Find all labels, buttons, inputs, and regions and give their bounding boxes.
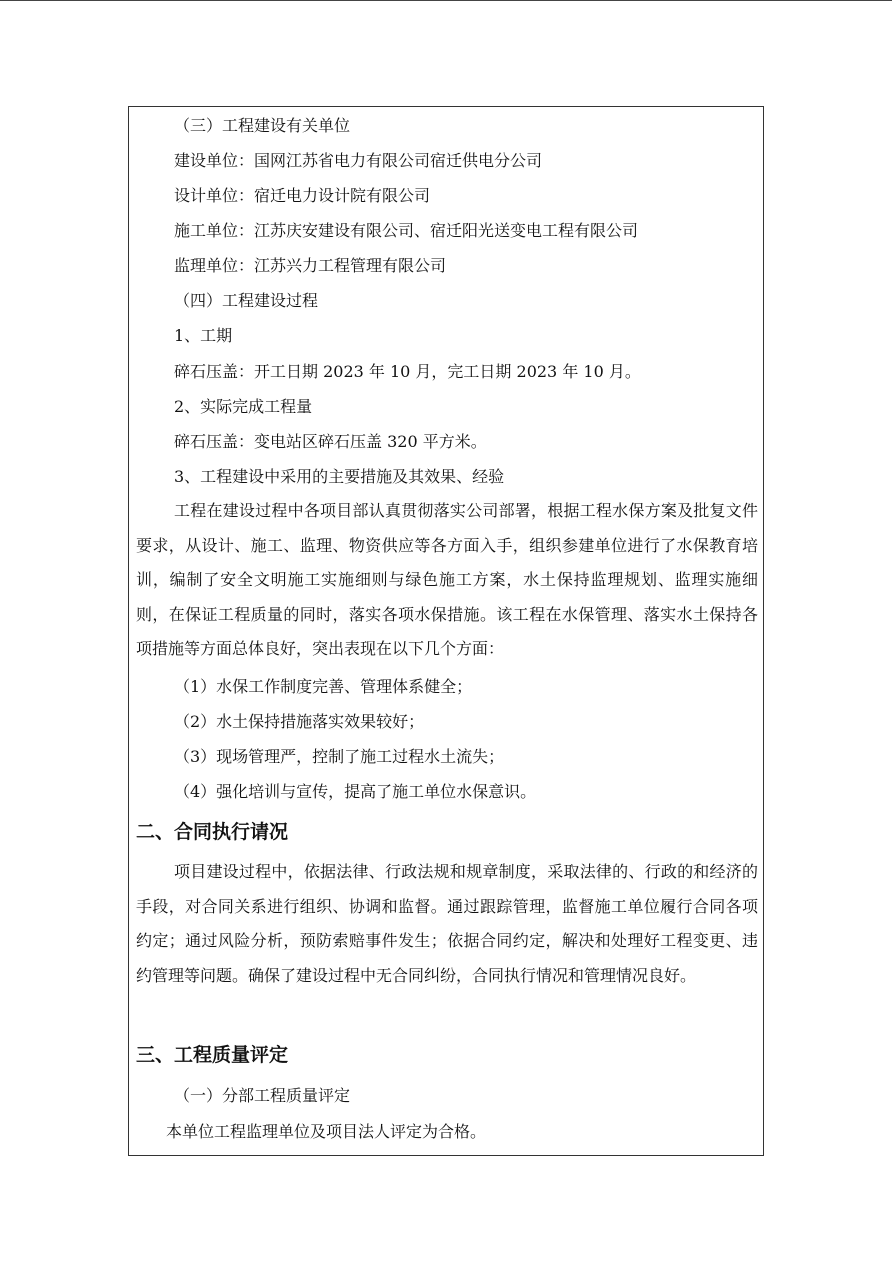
quality-text: 本单位工程监理单位及项目法人评定为合格。: [166, 1122, 487, 1141]
units-heading: （三）工程建设有关单位: [174, 116, 351, 135]
point-item: （2）水土保持措施落实效果较好；: [174, 712, 425, 731]
point-item: （4）强化培训与宣传，提高了施工单位水保意识。: [174, 782, 537, 801]
builder-line: 建设单位：国网江苏省电力有限公司宿迁供电分公司: [174, 151, 543, 170]
point-item: （1）水保工作制度完善、管理体系健全；: [174, 677, 473, 696]
page-top-rule: [0, 0, 892, 1]
process-heading: （四）工程建设过程: [174, 291, 319, 310]
contract-paragraph: 项目建设过程中，依据法律、行政法规和规章制度，采取法律的、行政的和经济的手段，对合同关系进行组织、协调和监督。通过跟踪管理，监督施工单位履行合同各项约定；通过风险分析，预防索赔事件发生；依据合同约定，解决和处理好工程变更、违约管理等问题。确保了建设过程中无合同纠纷，合同执行情况和管理情况良好。: [136, 862, 758, 985]
point-item: （3）现场管理严，控制了施工过程水土流失；: [174, 747, 505, 766]
quality-subheading: （一）分部工程质量评定: [174, 1086, 351, 1105]
period-title: 1、工期: [174, 326, 233, 345]
measures-paragraph: 工程在建设过程中各项目部认真贯彻落实公司部署，根据工程水保方案及批复文件要求，从设计、施工、监理、物资供应等各方面入手，组织参建单位进行了水保教育培训，编制了安全文明施工实施细则与绿色施工方案，水土保持监理规划、监理实施细则，在保证工程质量的同时，落实各项水保措施。该工程在水保管理、落实水土保持各项措施等方面总体良好，突出表现在以下几个方面：: [136, 501, 758, 659]
quantity-text: 碎石压盖：变电站区碎石压盖 320 平方米。: [174, 432, 487, 451]
quantity-title: 2、实际完成工程量: [174, 397, 313, 416]
measures-title: 3、工程建设中采用的主要措施及其效果、经验: [174, 467, 505, 486]
contract-heading: 二、合同执行请况: [136, 821, 289, 843]
supervisor-line: 监理单位：江苏兴力工程管理有限公司: [174, 256, 447, 275]
period-text: 碎石压盖：开工日期 2023 年 10 月，完工日期 2023 年 10 月。: [174, 362, 641, 381]
designer-line: 设计单位：宿迁电力设计院有限公司: [174, 186, 431, 205]
constructor-line: 施工单位：江苏庆安建设有限公司、宿迁阳光送变电工程有限公司: [174, 221, 639, 240]
quality-heading: 三、工程质量评定: [136, 1044, 289, 1066]
